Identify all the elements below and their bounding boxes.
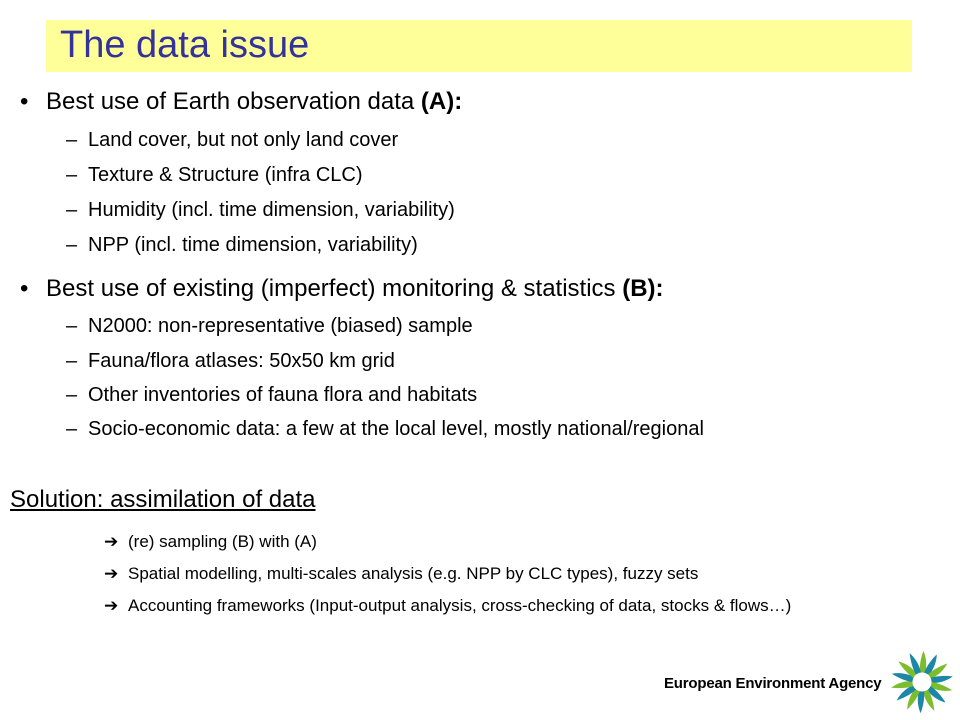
solution-heading: Solution: assimilation of data bbox=[10, 486, 316, 513]
arrow-right-icon: ➔ bbox=[104, 596, 119, 615]
title-bar bbox=[46, 20, 912, 72]
bullet-a-text: Best use of Earth observation data (A): bbox=[46, 88, 463, 115]
page-title: The data issue bbox=[60, 24, 310, 66]
bullet-b-text: Best use of existing (imperfect) monitoring & statistics (B): bbox=[46, 275, 664, 302]
arrow-right-icon: ➔ bbox=[104, 532, 119, 551]
agency-name: European Environment Agency bbox=[664, 675, 882, 692]
eea-logo-icon bbox=[888, 648, 956, 716]
arrow-right-icon: ➔ bbox=[104, 564, 119, 583]
bullet-dot: • bbox=[20, 275, 29, 302]
bullet-dot: • bbox=[20, 88, 29, 115]
